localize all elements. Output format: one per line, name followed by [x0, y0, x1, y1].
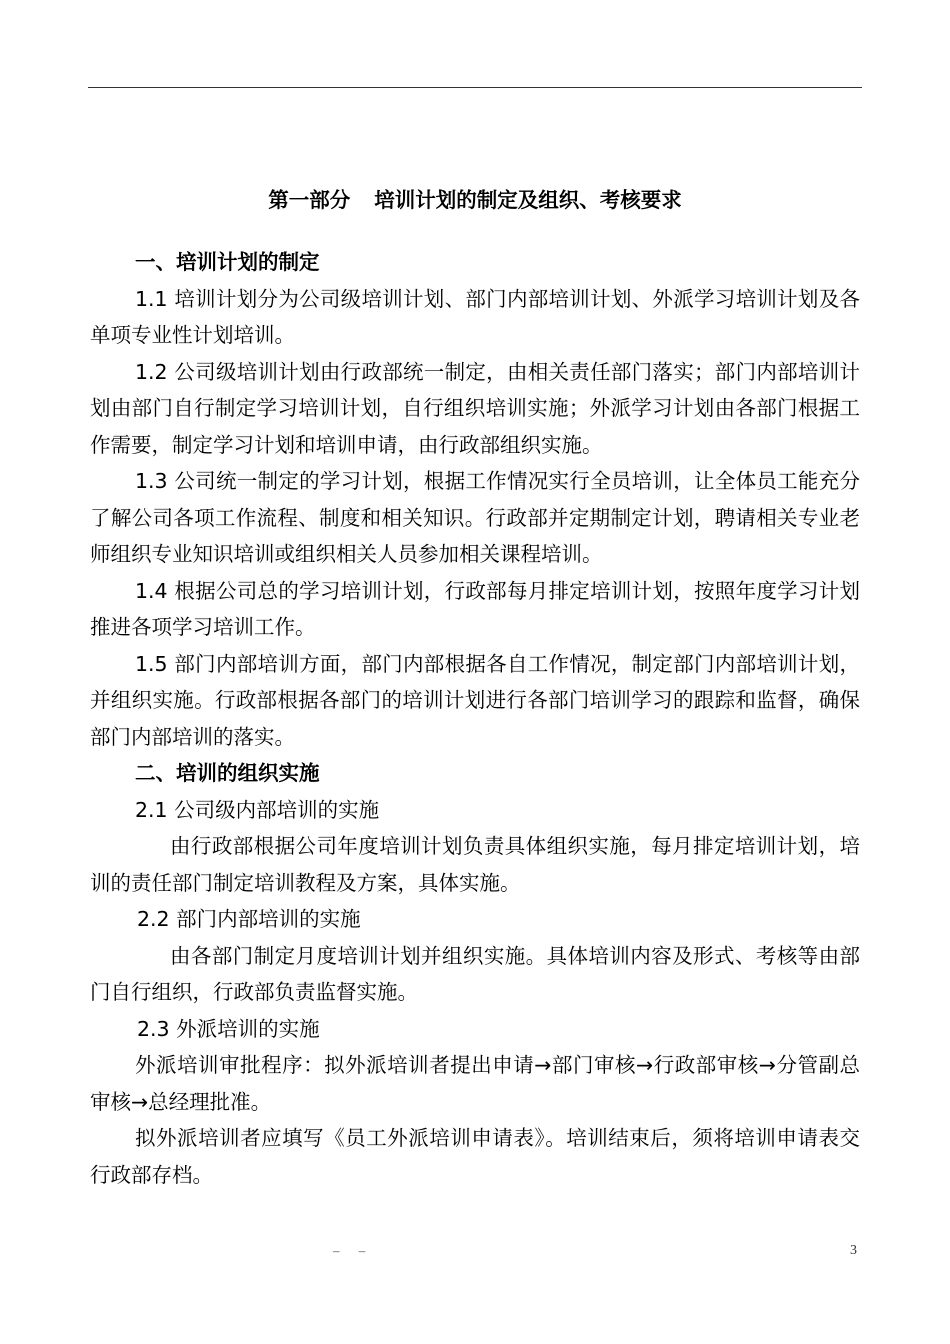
page-number: 3: [850, 1243, 857, 1258]
section-heading-2: 二、培训的组织实施: [135, 761, 320, 785]
paragraph-1-2: 1.2 公司级培训计划由行政部统一制定，由相关责任部门落实；部门内部培训计划由部门自行制定学习培训计划，自行组织培训实施；外派学习计划由各部门根据工作需要，制定学习计划和培训申请，由行政部组织实施。: [90, 359, 860, 457]
section-heading-1: 一、培训计划的制定: [135, 250, 320, 274]
paragraph-2-3-b: 拟外派培训者应填写《员工外派培训申请表》。培训结束后，须将培训申请表交行政部存档。: [90, 1126, 860, 1187]
subsection-title-2-1: 2.1 公司级内部培训的实施: [135, 797, 380, 822]
subsection-title-2-2: 2.2 部门内部培训的实施: [137, 907, 361, 931]
paragraph-1-4: 1.4 根据公司总的学习培训计划，行政部每月排定培训计划，按照年度学习计划推进各项学习培训工作。: [90, 578, 860, 639]
footer-dashes: – –: [333, 1243, 374, 1258]
paragraph-1-5: 1.5 部门内部培训方面，部门内部根据各自工作情况，制定部门内部培训计划，并组织实施。行政部根据各部门的培训计划进行各部门培训学习的跟踪和监督，确保部门内部培训的落实。: [90, 651, 860, 749]
subsection-title-2-3: 2.3 外派培训的实施: [137, 1016, 320, 1041]
document-body: [90, 180, 860, 1193]
paragraph-1-3: 1.3 公司统一制定的学习计划，根据工作情况实行全员培训，让全体员工能充分了解公司各项工作流程、制度和相关知识。行政部并定期制定计划，聘请相关专业老师组织专业知识培训或组织相关人员参加相关课程培训。: [90, 469, 860, 566]
title-part: 第一部分: [268, 188, 351, 212]
paragraph-1-1: 1.1 培训计划分为公司级培训计划、部门内部培训计划、外派学习培训计划及各单项专业性计划培训。: [90, 286, 860, 347]
header-rule: [88, 87, 862, 88]
title-text: 培训计划的制定及组织、考核要求: [374, 188, 682, 212]
paragraph-2-2: 由各部门制定月度培训计划并组织实施。具体培训内容及形式、考核等由部门自行组织，行政部负责监督实施。: [90, 943, 860, 1004]
page-title: [90, 180, 860, 220]
paragraph-2-3-a: 外派培训审批程序：拟外派培训者提出申请→部门审核→行政部审核→分管副总审核→总经理批准。: [90, 1053, 860, 1114]
paragraph-2-1: 由行政部根据公司年度培训计划负责具体组织实施，每月排定培训计划，培训的责任部门制定培训教程及方案，具体实施。: [90, 834, 860, 895]
